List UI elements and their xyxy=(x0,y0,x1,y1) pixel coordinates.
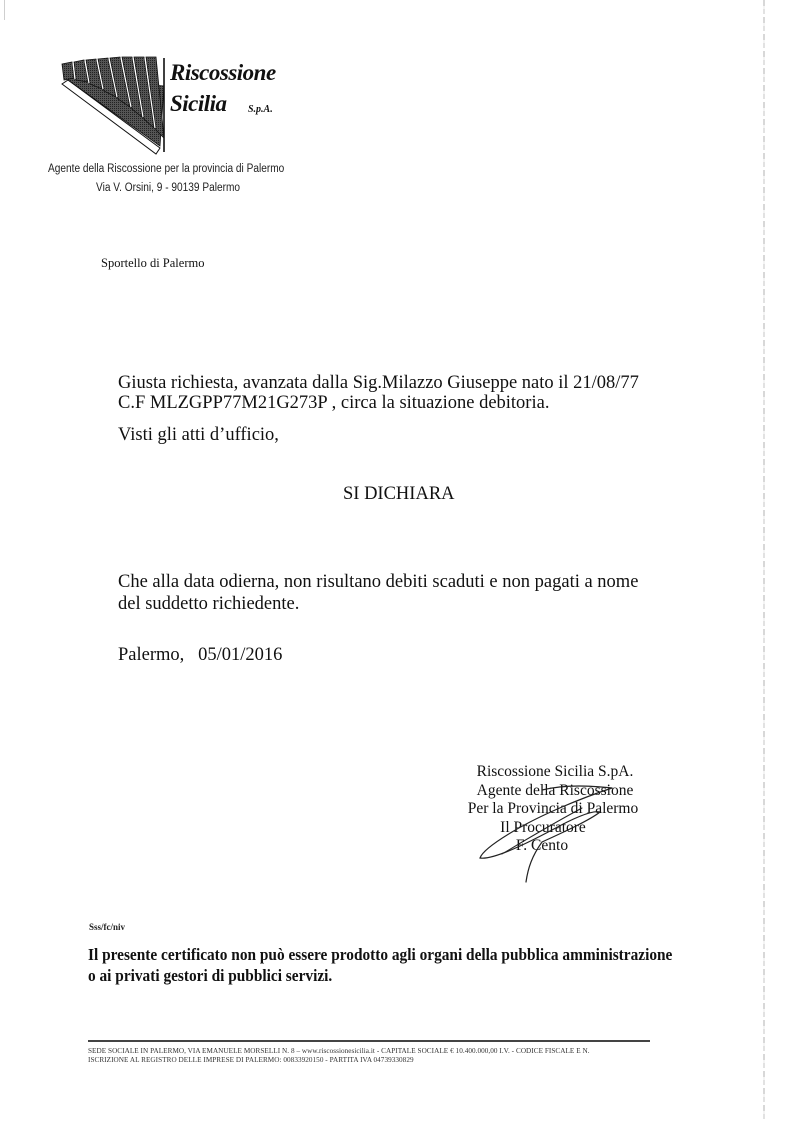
logo-word-riscossione: Riscossione xyxy=(170,60,276,85)
declaration-heading: SI DICHIARA xyxy=(343,484,455,504)
request-line-1: Giusta richiesta, avanzata dalla Sig.Milazzo Giuseppe nato il 21/08/77 xyxy=(118,373,639,393)
declaration-line-1: Che alla data odierna, non risultano debiti scaduti e non pagati a nome xyxy=(118,572,639,592)
footer-divider xyxy=(88,1040,650,1042)
notice-line-2: o ai privati gestori di pubblici servizi. xyxy=(88,966,333,985)
footer-line-2: ISCRIZIONE AL REGISTRO DELLE IMPRESE DI PALERMO: 00833920150 - PARTITA IVA 04739330829 xyxy=(88,1056,414,1064)
signature-block xyxy=(440,763,670,856)
declaration-line-2: del suddetto richiedente. xyxy=(118,594,300,614)
sig-line-company: Riscossione Sicilia S.pA. xyxy=(476,763,634,780)
request-line-2: C.F MLZGPP77M21G273P , circa la situazione debitoria. xyxy=(118,393,550,413)
sig-line-agent: Agente della Riscossione xyxy=(476,781,634,799)
visti-line: Visti gli atti d’ufficio, xyxy=(118,425,279,445)
reference-code: Sss/fc/niv xyxy=(89,922,126,932)
scan-edge-right xyxy=(763,0,765,1121)
logo-word-sicilia: Sicilia xyxy=(170,91,227,116)
company-logo xyxy=(58,56,298,156)
place-and-date: Palermo, 05/01/2016 xyxy=(118,645,283,665)
footer-line-1: SEDE SOCIALE IN PALERMO, VIA EMANUELE MORSELLI N. 8 – www.riscossionesicilia.it - CAPITALE SOCIALE € 10.400.000,00 I.V. - CODICE FISCALE E N. xyxy=(88,1047,590,1055)
sig-line-province: Per la Provincia di Palermo xyxy=(467,800,639,817)
logo-suffix: S.p.A. xyxy=(248,104,273,115)
stepped-triangle-logo-icon xyxy=(58,56,173,156)
agency-description: Agente della Riscossione per la provincia di Palermo xyxy=(48,163,285,175)
office-name: Sportello di Palermo xyxy=(101,256,205,270)
sig-line-name: F. Cento xyxy=(515,837,569,854)
scan-edge-left xyxy=(4,0,5,20)
agency-address: Via V. Orsini, 9 - 90139 Palermo xyxy=(96,182,241,194)
notice-line-1: Il presente certificato non può essere prodotto agli organi della pubblica amministrazione xyxy=(88,945,673,964)
sig-line-role: Il Procuratore xyxy=(500,818,586,836)
